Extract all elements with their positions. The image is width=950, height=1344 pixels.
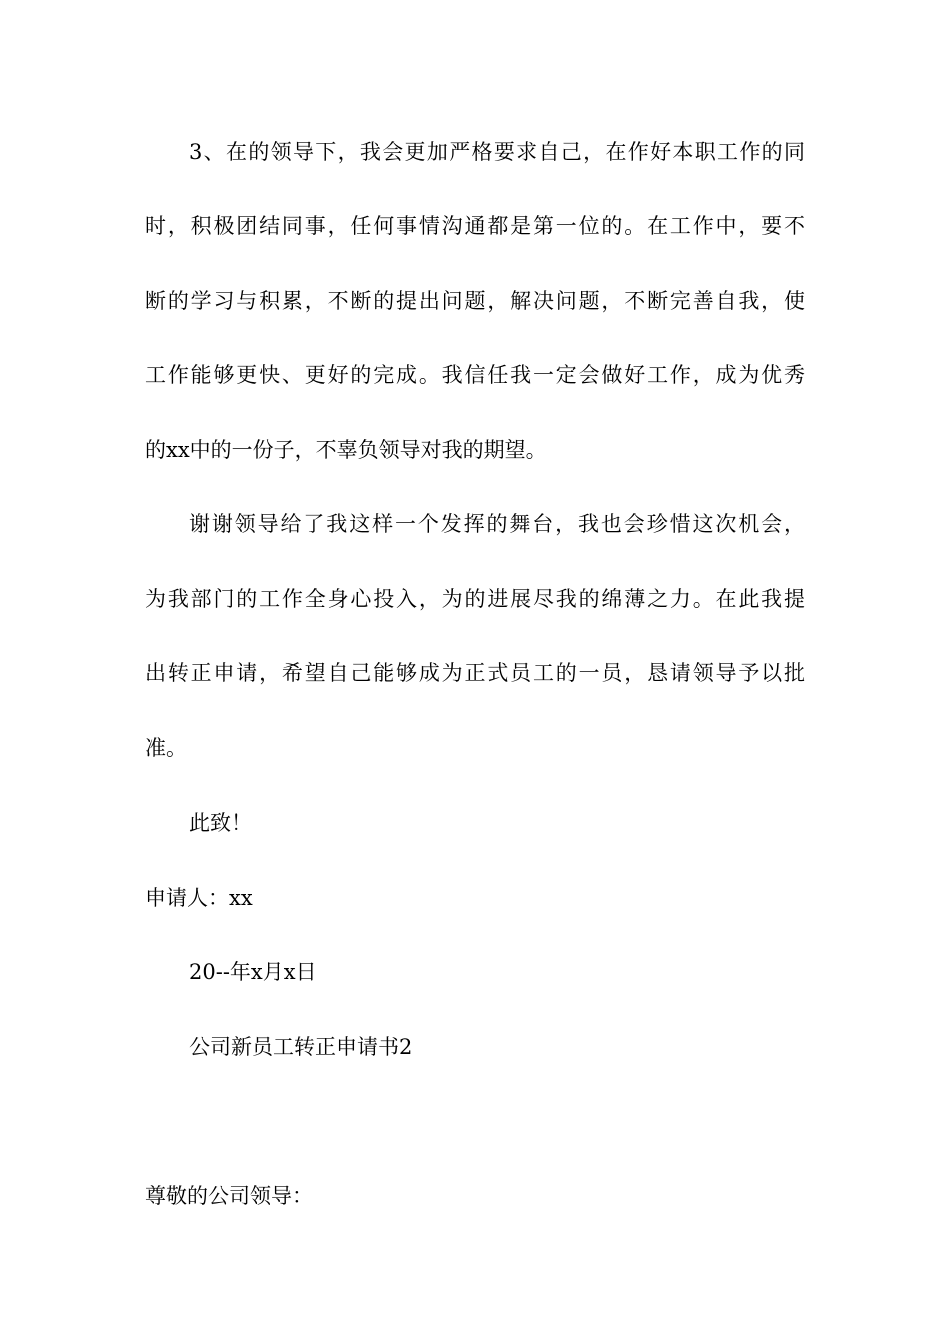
applicant-line: 申请人：xx <box>145 886 253 910</box>
paragraph-3-line-5: 的xx中的一份子，不辜负领导对我的期望。 <box>145 438 547 462</box>
paragraph-thanks-line-2: 为我部门的工作全身心投入，为的进展尽我的绵薄之力。在此我提 <box>145 587 805 611</box>
next-document-title: 公司新员工转正申请书2 <box>189 1035 413 1059</box>
date-line: 20--年x月x日 <box>189 960 317 984</box>
paragraph-thanks-line-3: 出转正申请，希望自己能够成为正式员工的一员，恳请领导予以批 <box>145 661 805 685</box>
paragraph-3-line-1: 3、在的领导下，我会更加严格要求自己，在作好本职工作的同 <box>189 140 805 164</box>
paragraph-thanks-line-4: 准。 <box>145 736 187 760</box>
paragraph-3-line-3: 断的学习与积累，不断的提出问题，解决问题，不断完善自我，使 <box>145 289 805 313</box>
closing-text: 此致！ <box>189 811 252 835</box>
paragraph-3-line-2: 时，积极团结同事，任何事情沟通都是第一位的。在工作中，要不 <box>145 214 805 238</box>
salutation-line: 尊敬的公司领导： <box>145 1184 313 1208</box>
paragraph-thanks-line-1: 谢谢领导给了我这样一个发挥的舞台，我也会珍惜这次机会， <box>189 512 805 536</box>
paragraph-3-line-4: 工作能够更快、更好的完成。我信任我一定会做好工作，成为优秀 <box>145 363 805 387</box>
